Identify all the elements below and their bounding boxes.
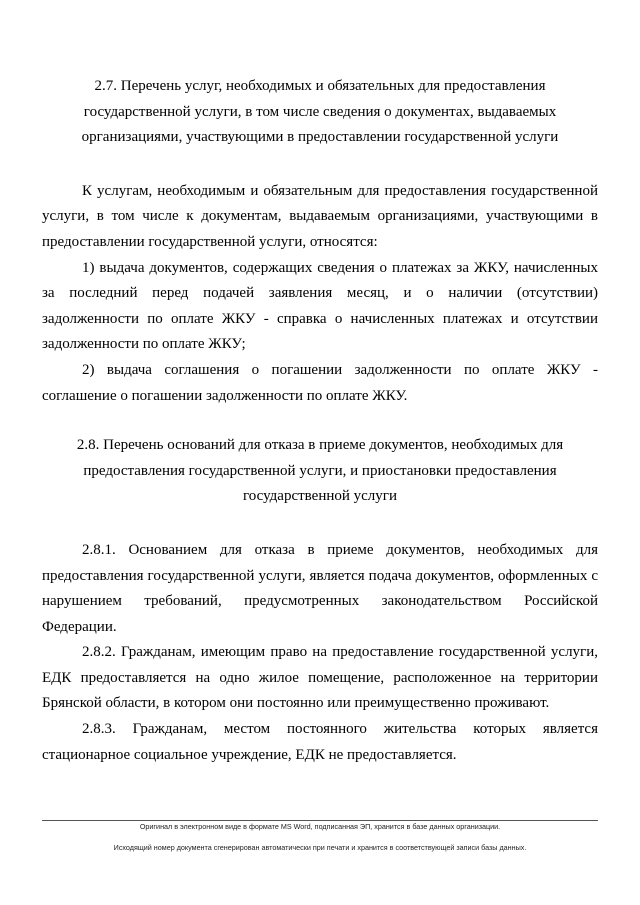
section-2-7-intro: К услугам, необходимым и обязательным для предоставления государственной услуги, в том числе к документам, выдаваемым организациями, участвующими в предоставлении государственной услуги, относятся: [42, 182, 598, 250]
paragraph-2-8-2: 2.8.2. Гражданам, имеющим право на предоставление государственной услуги, ЕДК предоставляется на одно жилое помещение, расположенное на территории Брянской области, в котором они постоянно или преимущественно проживают. [42, 644, 598, 712]
section-2-7-item-1: 1) выдача документов, содержащих сведения о платежах за ЖКУ, начисленных за последний перед подачей заявления месяц, и о наличии (отсутствии) задолженности по оплате ЖКУ - справка о начисленных платежах и отсутствии задолженности по оплате ЖКУ; [42, 259, 598, 353]
footer-divider [42, 820, 598, 821]
footer-number-note: Исходящий номер документа сгенерирован автоматически при печати и хранится в соответствующей записи базы данных. [113, 843, 527, 852]
paragraph-2-8-1: 2.8.1. Основанием для отказа в приеме документов, необходимых для предоставления государственной услуги, является подача документов, оформленных с нарушением требований, предусмотренных законодательством Российской Федерации. [42, 541, 598, 635]
section-2-8-heading: 2.8. Перечень оснований для отказа в приеме документов, необходимых для предоставления государственной услуги, и приостановки предоставления государственной услуги [76, 437, 564, 505]
footer-original-note: Оригинал в электронном виде в формате MS Word, подписанная ЭП, хранится в базе данных организации. [139, 822, 501, 831]
document-body [42, 74, 598, 768]
section-2-7-heading: 2.7. Перечень услуг, необходимых и обязательных для предоставления государственной услуги, в том числе сведения о документах, выдаваемых организациями, участвующими в предоставлении государственной услуги [81, 78, 559, 146]
paragraph-2-8-3: 2.8.3. Гражданам, местом постоянного жительства которых является стационарное социальное учреждение, ЕДК не предоставляется. [42, 721, 598, 763]
section-2-7-item-2: 2) выдача соглашения о погашении задолженности по оплате ЖКУ - соглашение о погашении задолженности по оплате ЖКУ. [42, 361, 598, 404]
